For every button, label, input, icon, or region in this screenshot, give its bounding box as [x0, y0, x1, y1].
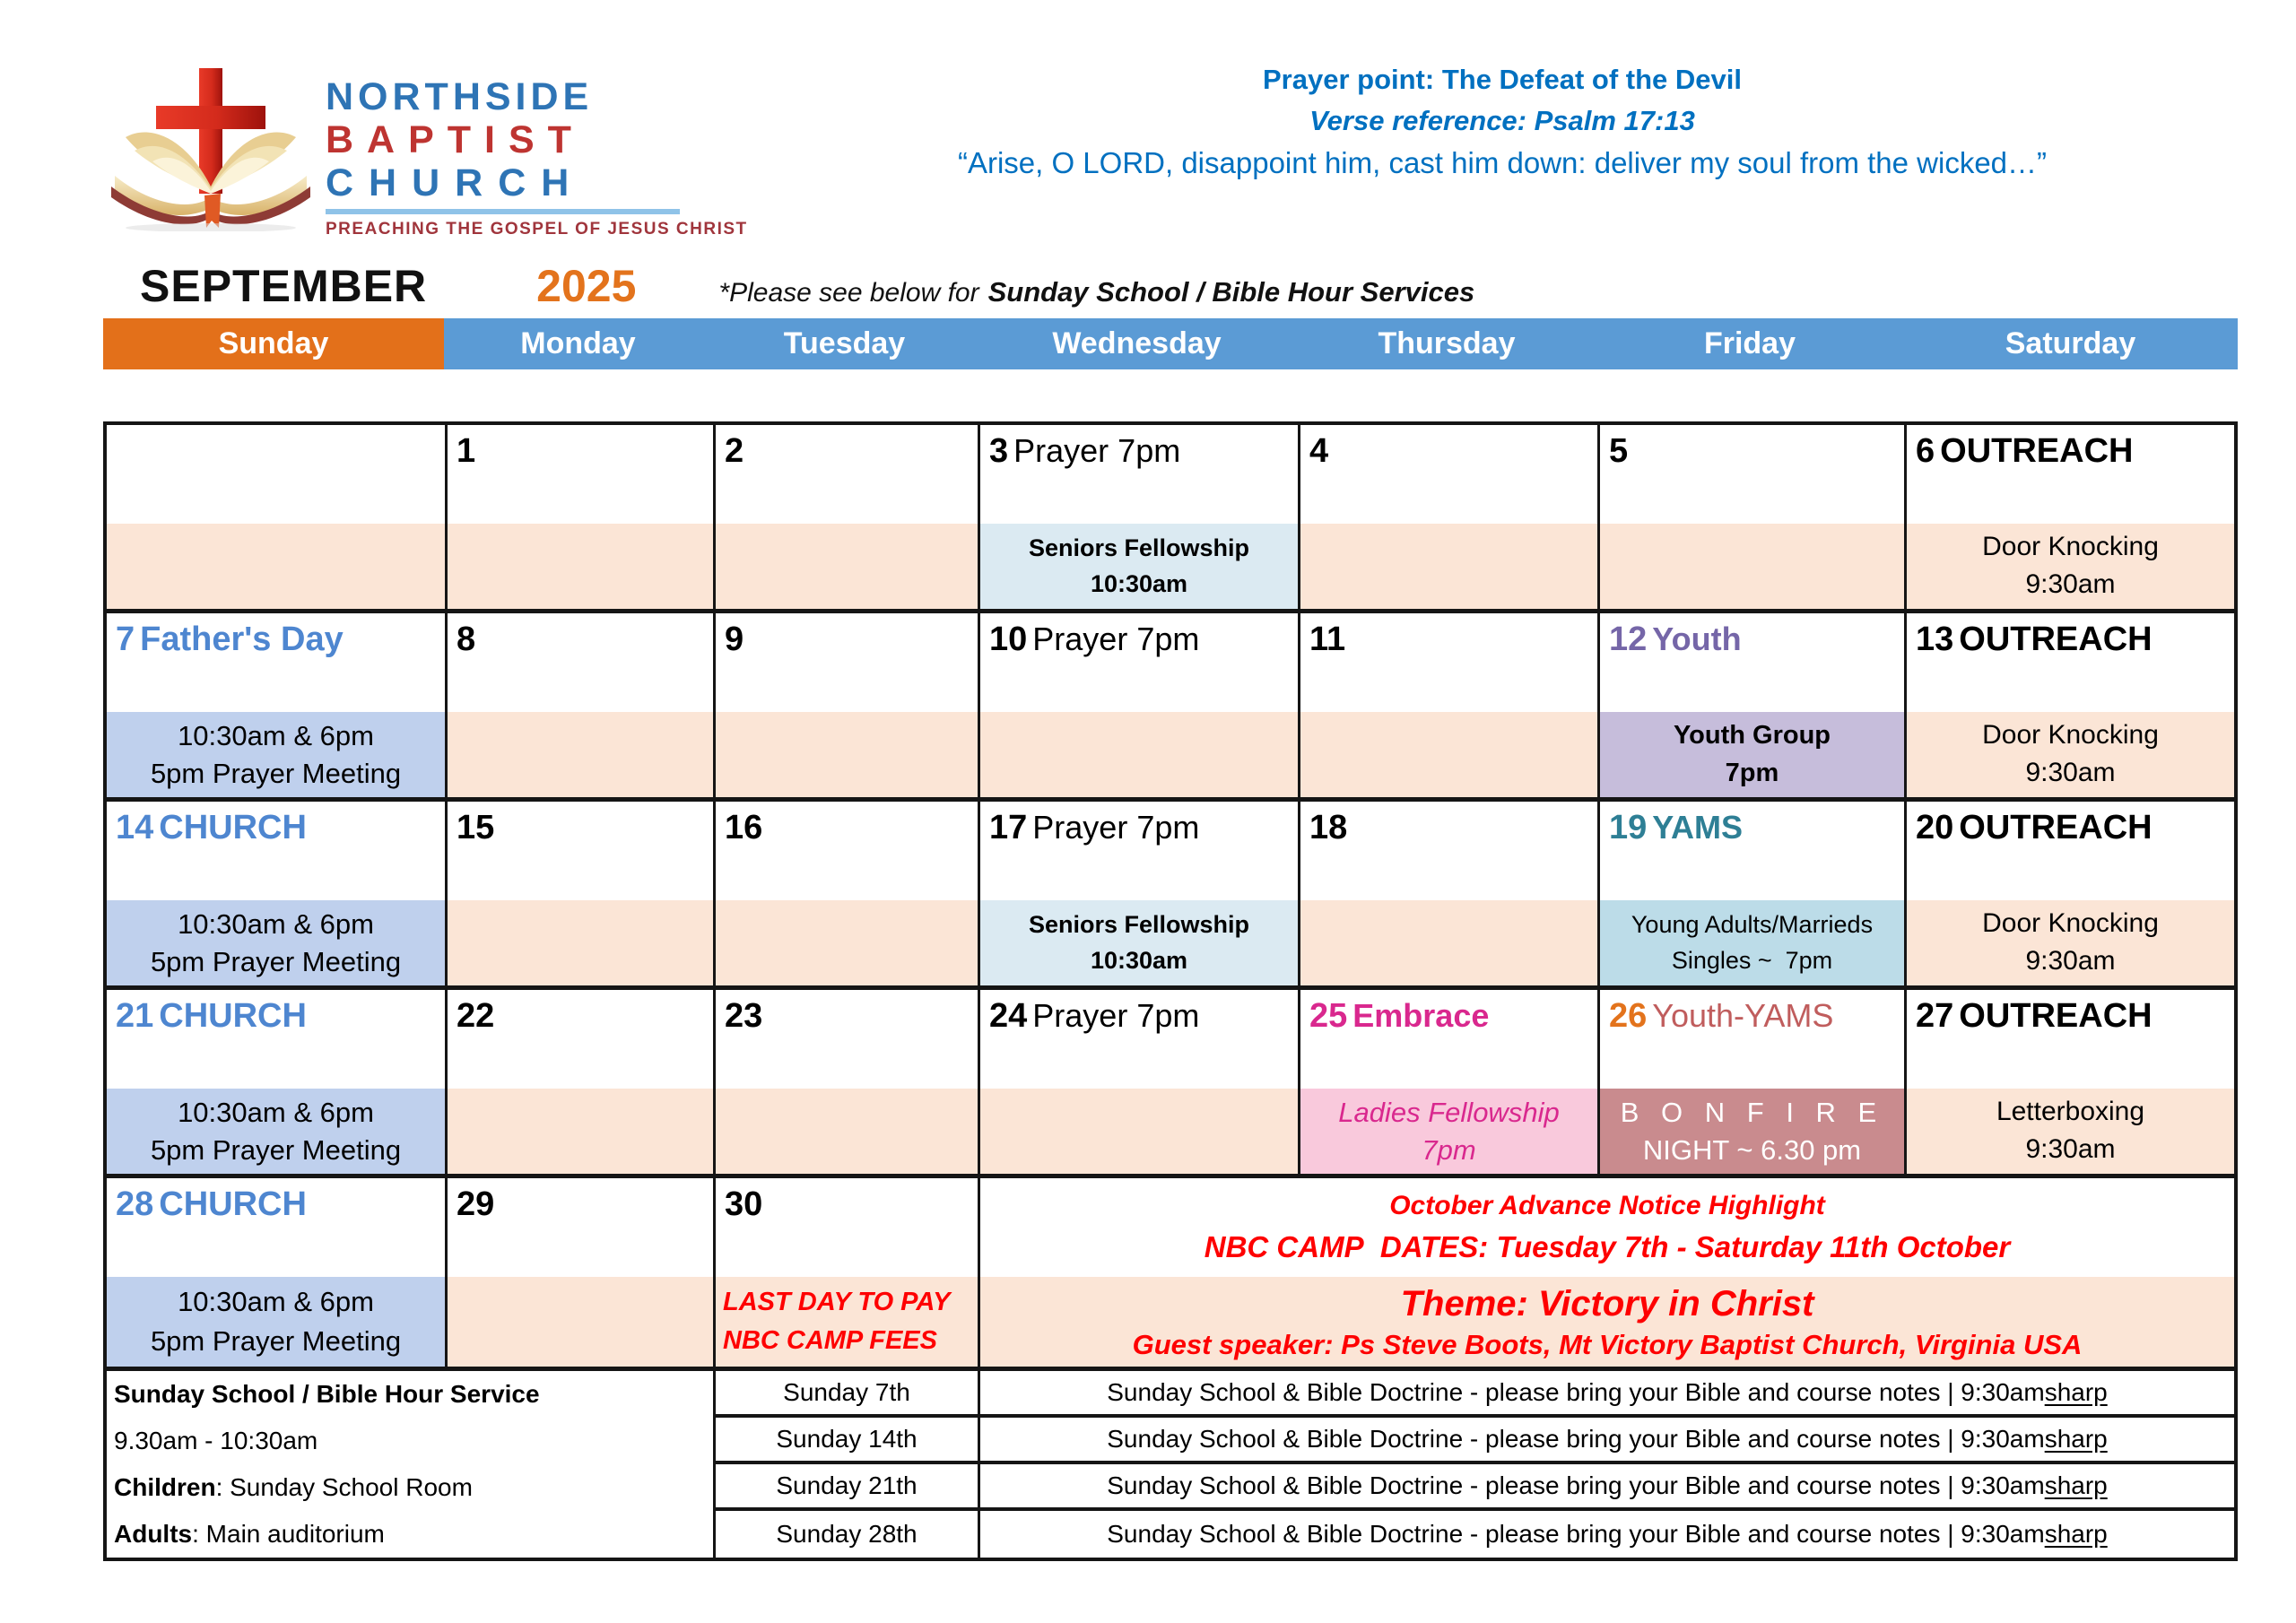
day-date [1907, 613, 2234, 712]
sunday-school-info [107, 1371, 716, 1558]
info-bold: Adults [114, 1520, 193, 1548]
day-number: 9 [725, 621, 744, 658]
day-number: 30 [725, 1185, 763, 1223]
day-cell-9 [716, 613, 980, 797]
day-cell-15 [448, 802, 716, 985]
day-date [1600, 613, 1904, 712]
day-number: 3 [989, 432, 1009, 470]
event-line-1: Ladies Fellowship [1338, 1096, 1560, 1128]
day-events [1600, 900, 1904, 985]
day-number: 11 [1309, 621, 1346, 658]
day-events [448, 524, 713, 609]
day-date [1300, 425, 1597, 524]
day-cell-empty [107, 425, 448, 609]
day-events [107, 712, 445, 797]
day-events [1300, 524, 1597, 609]
day-date [980, 990, 1298, 1089]
day-cell-10 [980, 613, 1300, 797]
event-line-2: Singles ~ 7pm [1671, 947, 1833, 975]
day-events [1600, 524, 1904, 609]
day-cell-12 [1600, 613, 1907, 797]
day-label: OUTREACH [1959, 997, 2152, 1035]
day-header-monday: Monday [444, 318, 712, 369]
info-text: : Sunday School Room [215, 1473, 473, 1501]
day-number: 13 [1916, 621, 1954, 658]
day-cell-22 [448, 990, 716, 1174]
event-line-2: 5pm Prayer Meeting [150, 1325, 402, 1358]
day-date [107, 802, 445, 900]
week-row-1 [107, 425, 2234, 613]
sunday-school-section [103, 1367, 2238, 1561]
day-number: 12 [1609, 621, 1648, 658]
day-number: 5 [1609, 432, 1629, 470]
info-bold: Children [114, 1473, 216, 1501]
church-tagline: PREACHING THE GOSPEL OF JESUS CHRIST [326, 220, 748, 239]
info-line-3 [114, 1464, 713, 1511]
day-label: Prayer 7pm [1032, 621, 1200, 657]
event-line-2: 5pm Prayer Meeting [150, 1133, 402, 1166]
day-date [1300, 613, 1597, 712]
day-header-saturday: Saturday [1903, 318, 2238, 369]
day-events [716, 1089, 978, 1174]
event-line-2: 9:30am [2025, 569, 2116, 600]
day-events [1300, 712, 1597, 797]
day-number: 16 [725, 809, 763, 846]
church-name-line2: BAPTIST [326, 118, 585, 161]
day-events [448, 712, 713, 797]
day-label: OUTREACH [1959, 621, 2152, 658]
day-number: 8 [457, 621, 476, 658]
week-row-2 [107, 613, 2234, 802]
day-cell-2 [716, 425, 980, 609]
sunday-school-rows [716, 1371, 2234, 1558]
sharp-underline: sharp [2044, 1378, 2108, 1406]
day-date [716, 802, 978, 900]
october-notice-top [980, 1178, 2234, 1277]
day-header-thursday: Thursday [1297, 318, 1596, 369]
day-number: 22 [457, 997, 495, 1035]
day-number: 24 [989, 997, 1028, 1035]
sunday-school-row-4 [716, 1511, 2234, 1558]
church-name [326, 75, 748, 239]
day-number: 18 [1309, 809, 1348, 846]
info-text: : Main auditorium [192, 1520, 385, 1548]
day-date [716, 1178, 978, 1277]
event-line-2: 9:30am [2025, 946, 2116, 976]
calendar-table [103, 421, 2238, 1561]
day-events [107, 1277, 445, 1367]
event-line-1: LAST DAY TO PAY [723, 1287, 951, 1316]
day-date [980, 425, 1298, 524]
day-date [107, 1178, 445, 1277]
event-line-1: Seniors Fellowship [1028, 910, 1250, 938]
church-logo-icon [100, 52, 321, 231]
day-label: Father's Day [140, 621, 344, 658]
sharp-underline: sharp [2044, 1471, 2108, 1499]
event-line-1: Door Knocking [1982, 908, 2159, 939]
info-text: 9.30am - 10:30am [114, 1427, 318, 1454]
day-number: 23 [725, 997, 763, 1035]
event-line-1: Door Knocking [1982, 720, 2159, 751]
day-events [107, 900, 445, 985]
row-description: Sunday School & Bible Doctrine - please bring your Bible and course notes | 9:30am sharp [1107, 1471, 2108, 1499]
day-number: 1 [457, 432, 476, 470]
day-cell-13 [1907, 613, 2234, 797]
sunday-school-row-2 [716, 1418, 2234, 1464]
day-cell-24 [980, 990, 1300, 1174]
day-events [1600, 1089, 1904, 1174]
event-line-1: Letterboxing [1996, 1097, 2145, 1127]
info-line-1 [114, 1371, 713, 1418]
day-number: 28 [116, 1185, 154, 1223]
event-line-1: 10:30am & 6pm [178, 1286, 374, 1318]
day-cell-30 [716, 1178, 980, 1367]
sharp-underline: sharp [2044, 1425, 2108, 1453]
day-cell-14 [107, 802, 448, 985]
row-description: Sunday School & Bible Doctrine - please bring your Bible and course notes | 9:30am sharp [1107, 1520, 2108, 1548]
day-cell-16 [716, 802, 980, 985]
day-header-friday: Friday [1596, 318, 1903, 369]
title-row [140, 260, 1474, 312]
day-events [1907, 900, 2234, 985]
day-events [1907, 712, 2234, 797]
day-date [716, 425, 978, 524]
day-events [448, 1277, 713, 1367]
day-cell-8 [448, 613, 716, 797]
day-date [1907, 425, 2234, 524]
day-events [980, 524, 1298, 609]
event-line-2: 7pm [1422, 1133, 1476, 1166]
day-label: YAMS [1652, 809, 1743, 846]
day-cell-27 [1907, 990, 2234, 1174]
event-line-1: Youth Group [1673, 721, 1831, 751]
event-line-2: 10:30am [1090, 570, 1188, 598]
day-label: Embrace [1352, 997, 1490, 1034]
info-bold: Sunday School / Bible Hour Service [114, 1380, 540, 1408]
event-line-1: Seniors Fellowship [1028, 534, 1250, 561]
day-date [980, 613, 1298, 712]
day-cell-25 [1300, 990, 1600, 1174]
day-cell-21 [107, 990, 448, 1174]
day-events [980, 1089, 1298, 1174]
month-title: SEPTEMBER [140, 261, 428, 311]
day-number: 6 [1916, 432, 1935, 470]
october-notice-bottom [980, 1277, 2234, 1367]
day-number: 10 [989, 621, 1028, 658]
day-cell-18 [1300, 802, 1600, 985]
event-line-2: NBC CAMP FEES [723, 1325, 937, 1355]
day-cell-17 [980, 802, 1300, 985]
year-title: 2025 [536, 261, 637, 311]
sunday-school-row-1 [716, 1371, 2234, 1418]
week-row-5 [107, 1178, 2234, 1367]
day-number: 26 [1609, 997, 1648, 1035]
day-date [107, 990, 445, 1089]
day-cell-11 [1300, 613, 1600, 797]
day-number: 29 [457, 1185, 495, 1223]
sunday-school-row-3 [716, 1464, 2234, 1511]
day-date [980, 802, 1298, 900]
event-line-2: 9:30am [2025, 758, 2116, 788]
row-description: Sunday School & Bible Doctrine - please bring your Bible and course notes | 9:30am sharp [1107, 1425, 2108, 1453]
day-date [716, 990, 978, 1089]
day-label: Prayer 7pm [1032, 809, 1200, 846]
day-date [1600, 425, 1904, 524]
day-number: 15 [457, 809, 495, 846]
event-line-1: 10:30am & 6pm [178, 907, 374, 940]
event-line-1: 10:30am & 6pm [178, 719, 374, 751]
verse-quote: “Arise, O LORD, disappoint him, cast him down: deliver my soul from the wicked…” [957, 146, 2048, 179]
day-number: 2 [725, 432, 744, 470]
day-header-wednesday: Wednesday [977, 318, 1297, 369]
day-header-tuesday: Tuesday [712, 318, 977, 369]
day-label: OUTREACH [1959, 809, 2152, 846]
day-cell-7 [107, 613, 448, 797]
day-date [448, 613, 713, 712]
day-events [980, 900, 1298, 985]
row-date: Sunday 14th [716, 1418, 980, 1461]
title-note-bold: Sunday School / Bible Hour Services [987, 276, 1475, 308]
day-events [1600, 712, 1904, 797]
row-date: Sunday 21th [716, 1464, 980, 1507]
verse-reference: Verse reference: Psalm 17:13 [1309, 105, 1695, 136]
day-label: Youth [1652, 621, 1742, 657]
day-number: 4 [1309, 432, 1329, 470]
day-label: Youth-YAMS [1652, 997, 1834, 1034]
day-number: 17 [989, 809, 1028, 846]
event-line-1: Young Adults/Marrieds [1631, 910, 1874, 938]
notice-theme: Theme: Victory in Christ [1400, 1283, 1814, 1324]
day-date [448, 425, 713, 524]
event-line-2: 5pm Prayer Meeting [150, 945, 402, 977]
day-events [448, 900, 713, 985]
day-date [107, 425, 445, 524]
day-cell-20 [1907, 802, 2234, 985]
day-events [1907, 524, 2234, 609]
notice-speaker: Guest speaker: Ps Steve Boots, Mt Victory Baptist Church, Virginia USA [1132, 1328, 2083, 1360]
day-number: 25 [1309, 997, 1348, 1035]
row-date: Sunday 28th [716, 1511, 980, 1558]
day-events [107, 524, 445, 609]
day-events [716, 1277, 978, 1367]
sharp-underline: sharp [2044, 1520, 2108, 1548]
info-line-2 [114, 1418, 713, 1464]
day-date [1907, 802, 2234, 900]
day-cell-6 [1907, 425, 2234, 609]
notice-line-2: NBC CAMP DATES: Tuesday 7th - Saturday 11th October [1204, 1230, 2011, 1264]
day-events [980, 712, 1298, 797]
day-label: CHURCH [159, 1185, 307, 1223]
day-date [1300, 802, 1597, 900]
day-cell-29 [448, 1178, 716, 1367]
event-line-2: NIGHT ~ 6.30 pm [1642, 1133, 1862, 1166]
day-header-sunday: Sunday [103, 318, 444, 369]
day-label: CHURCH [159, 997, 307, 1035]
day-events [448, 1089, 713, 1174]
day-events [1907, 1089, 2234, 1174]
event-line-1: B O N F I R E [1620, 1096, 1884, 1128]
day-cell-1 [448, 425, 716, 609]
day-events [716, 524, 978, 609]
event-line-2: 7pm [1725, 758, 1779, 787]
week-row-4 [107, 990, 2234, 1178]
day-label: Prayer 7pm [1032, 997, 1200, 1034]
prayer-point: Prayer point: The Defeat of the Devil [1263, 64, 1742, 95]
day-cell-23 [716, 990, 980, 1174]
row-date: Sunday 7th [716, 1371, 980, 1414]
prayer-header [852, 59, 2152, 185]
week-row-3 [107, 802, 2234, 990]
day-events [1300, 1089, 1597, 1174]
calendar-grid [103, 421, 2238, 1367]
day-cell-28 [107, 1178, 448, 1367]
day-date [716, 613, 978, 712]
day-label: CHURCH [159, 809, 307, 846]
day-number: 19 [1609, 809, 1648, 846]
day-cell-4 [1300, 425, 1600, 609]
october-notice-cell [980, 1178, 2234, 1367]
day-cell-19 [1600, 802, 1907, 985]
event-line-1: 10:30am & 6pm [178, 1096, 374, 1128]
day-number: 21 [116, 997, 154, 1035]
day-date [1600, 802, 1904, 900]
title-note: *Please see below for [718, 278, 979, 308]
day-date [448, 802, 713, 900]
day-date [1907, 990, 2234, 1089]
day-number: 7 [116, 621, 135, 658]
day-events [716, 900, 978, 985]
day-date [1300, 990, 1597, 1089]
day-date [448, 1178, 713, 1277]
day-date [107, 613, 445, 712]
notice-line-1: October Advance Notice Highlight [1389, 1190, 1825, 1220]
church-name-line3: CHURCH [326, 161, 585, 204]
day-label: Prayer 7pm [1013, 432, 1181, 469]
day-number: 14 [116, 809, 154, 846]
day-label: OUTREACH [1940, 432, 2134, 470]
day-events [1300, 900, 1597, 985]
event-line-2: 9:30am [2025, 1134, 2116, 1165]
info-line-4 [114, 1511, 713, 1558]
logo-divider [326, 209, 680, 214]
day-number: 27 [1916, 997, 1954, 1035]
day-events [716, 712, 978, 797]
church-name-line1: NORTHSIDE [326, 75, 594, 118]
day-events [107, 1089, 445, 1174]
day-header-band [103, 318, 2238, 369]
day-cell-5 [1600, 425, 1907, 609]
day-cell-3 [980, 425, 1300, 609]
day-cell-26 [1600, 990, 1907, 1174]
event-line-2: 5pm Prayer Meeting [150, 757, 402, 789]
day-date [1600, 990, 1904, 1089]
event-line-2: 10:30am [1090, 947, 1188, 975]
row-description: Sunday School & Bible Doctrine - please bring your Bible and course notes | 9:30am sharp [1107, 1378, 2108, 1406]
day-date [448, 990, 713, 1089]
day-number: 20 [1916, 809, 1954, 846]
event-line-1: Door Knocking [1982, 532, 2159, 562]
